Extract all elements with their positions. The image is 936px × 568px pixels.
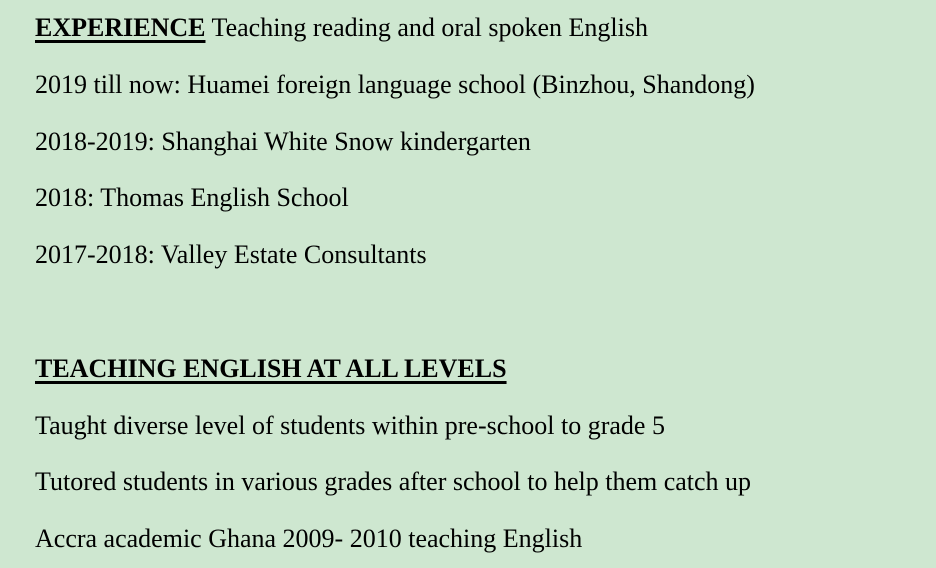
blank-line <box>35 284 916 341</box>
experience-heading-line <box>35 0 916 57</box>
experience-heading: EXPERIENCE <box>35 13 206 42</box>
experience-entry: 2018: Thomas English School <box>35 183 349 213</box>
experience-heading-subtitle: Teaching reading and oral spoken English <box>205 13 648 42</box>
experience-entry: 2017-2018: Valley Estate Consultants <box>35 240 427 270</box>
teaching-heading: TEACHING ENGLISH AT ALL LEVELS <box>35 353 507 383</box>
teaching-heading-line <box>35 341 916 398</box>
teaching-entry: Taught diverse level of students within pre-school to grade 5 <box>35 410 665 440</box>
experience-entry: 2019 till now: Huamei foreign language school (Binzhou, Shandong) <box>35 69 755 99</box>
teaching-entry: Tutored students in various grades after school to help them catch up <box>35 467 752 497</box>
teaching-entry: Accra academic Ghana 2009- 2010 teaching English <box>35 524 583 554</box>
experience-entry: 2018-2019: Shanghai White Snow kindergarten <box>35 126 531 156</box>
